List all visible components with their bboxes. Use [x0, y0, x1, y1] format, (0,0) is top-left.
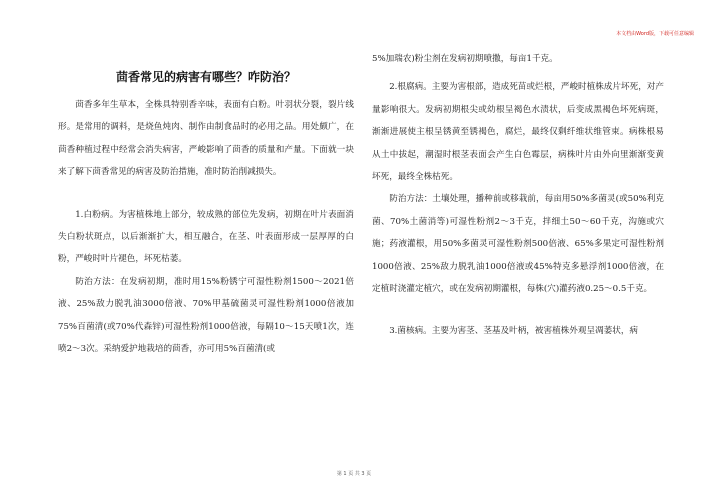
continuation-paragraph: 5%加瑞农)粉尘剂在发病初期喷撒，每亩1千克。: [372, 54, 558, 64]
intro-paragraph: 茴香多年生草本，全株具特别香辛味，表面有白粉。叶羽状分裂，裂片线形。是常用的调料，是烧鱼炖肉、制作由制食品时的必用之品。用处颇广，在茴香种植过程中经常会消失病害，严峻影响了茴香的质量和产量。下面就一块来了解下茴香常见的病害及防治措施，准时防治削减损失。: [58, 100, 354, 178]
page-footer: 第 1 页 共 3 页: [336, 471, 372, 477]
powdery-mildew-paragraph: 1.白粉病。为害植株地上部分，较成熟的部位先发病，初期在叶片表面消失白粉状斑点，以后渐渐扩大，相互融合，在茎、叶表面形成一层厚厚的白粉，严峻时叶片褪色，坏死枯萎。: [58, 209, 354, 265]
powdery-mildew-control-paragraph: 防治方法：在发病初期，准时用15%粉锈宁可湿性粉剂1500～2021倍液、25%敌力脱乳油3000倍液、70%甲基硫菌灵可湿性粉剂1000倍液加75%百菌清(或70%代森锌)可湿性粉剂1000倍液，每隔10～15天喷1次，连喷2～3次。采纳爱护地栽培的茴香，亦可用5%百菌清(或: [58, 276, 354, 355]
left-column: [58, 70, 354, 360]
sclerotinia-paragraph: 3.菌核病。主要为害茎、茎基及叶柄，被害植株外观呈凋萎状，病: [389, 326, 639, 337]
root-rot-control-paragraph: 防治方法：土壤处理，播种前或移栽前，每亩用50%多菌灵(或50%利克菌、70%土菌消等)可湿性粉剂2～3千克，拌细土50～60千克，沟施或穴施；药液灌根，用50%多菌灵可湿性粉剂500倍液、65%多果定可湿性粉剂1000倍液、25%敌力脱乳油1000倍液或45%特克多悬浮剂1000倍液，在定植时浇灌定植穴，或在发病初期灌根，每株(穴)灌药液0.25～0.5千克。: [372, 194, 664, 295]
right-column: [372, 48, 664, 343]
page-title: 茴香常见的病害有哪些？咋防治？: [115, 70, 296, 84]
watermark-note: 本文档由Word版，下载可任意编辑: [616, 31, 694, 37]
root-rot-paragraph: 2.根腐病。主要为害根部，造成死苗或烂根，严峻时植株成片坏死，对产量影响很大。发病初期根尖或幼根呈褐色水渍状，后变成黑褐色坏死病斑，渐渐进展使主根呈锈黄至锈褐色，腐烂，最终仅剩纤维状维管束。病株根易从土中拔起，潮湿时根茎表面会产生白色霉层，病株叶片由外向里渐渐变黄坏死，最终全株枯死。: [372, 82, 664, 183]
